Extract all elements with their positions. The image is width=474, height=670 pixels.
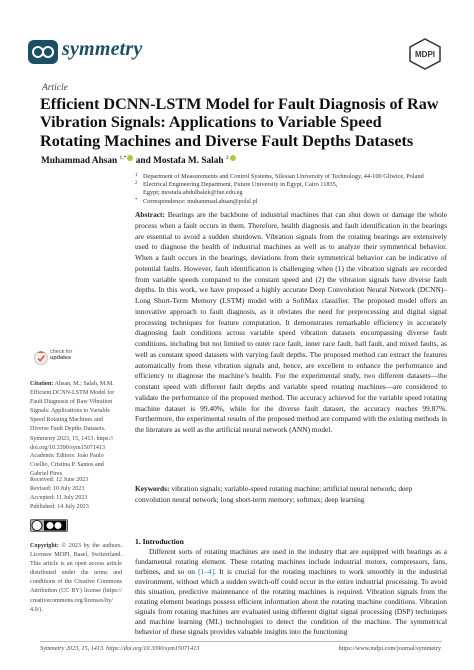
abstract-text: Bearings are the backbone of industrial machines that can shut down or damage the whole process when a fault occurs in them. Therefore, health diagnosis and fault identification in the bearings are essential to avoid a sudden shutdown. Vibration signals from the rotating bearings are extensively used to diagnose the health of industrial machines as well as to analyze their symmetrical behavior. When a fault occurs in the bearings, deviations from their symmetrical behavior can be indicative of potential faults. However, fault identification is challenging when (1) the vibration signals are recorded from variable speeds compared to the constant speed and (2) the vibration signals have diverse fault depths. In this work, we have proposed a highly accurate Deep Convolution Neural Network (DCNN)–Long Short-Term Memory (LSTM) model with a SoftMax classifier. The proposed model offers an innovative approach to fault diagnosis, as it obviates the need for preprocessing and digital signal processing techniques for feature computation. It demonstrates remarkable efficiency in accurately diagnosing fault conditions across variable speed vibration datasets encompassing diverse fault conditions, including but not limited to outer race fault, inner race fault, ball fault, and mixed faults, as well as constant speed datasets with varying fault depths. The proposed method can extract the features automatically from these vibration signals and, hence, are excellent to enhance the performance and efficiency to diagnose the machine’s health. For the experimental study, two different datasets—the constant speed with different fault depths and variable speed rotating machines—are considered to validate the performance of the proposed method. The accuracy achieved for the variable speed rotating machine dataset is 99.40%, while for the diverse fault dataset, the accuracy reaches 99.87%. Furthermore, the experimental results of the proposed method are compared with the existing methods in the literature as well as the artificial neural network (ANN) model. (135, 210, 447, 434)
affiliation-number: 2 (135, 181, 138, 186)
abstract-label: Abstract: (135, 210, 165, 219)
reference-link[interactable]: [1–4] (198, 566, 215, 576)
author-2-affiliation: 2 (225, 155, 229, 161)
affiliation-2 (135, 181, 455, 196)
article-type: Article (42, 83, 68, 93)
citation-block (30, 380, 122, 453)
correspondence (135, 198, 455, 206)
footer-citation[interactable]: Symmetry 2023, 15, 1413. https://doi.org/10.3390/sym15071413 (40, 645, 200, 652)
mdpi-logo-text: MDPI (415, 50, 435, 59)
citation-text: Ahsan, M.; Salah, M.M. Efficient DCNN-LSTM Model for Fault Diagnosis of Raw Vibration Signals: Applications to Variable Speed Rotating Machines and Diverse Fault Depths Datasets. Symmetry 2023, 15, 1413. https:// doi.org/10.3390/sym15071413 (30, 381, 115, 451)
copyright-label: Copyright: (30, 543, 59, 549)
journal-name[interactable]: symmetry (62, 38, 143, 60)
intro-text-part2: . It is crucial for the rotating machines to work smoothly in the industrial environment, without which a sudden switch-off could occur in the entire industrial processing. To avoid this situation, predictive maintenance of the rotating machines is required. Vibration signals from the rotating element bearings possess efficient information about the rotating machine conditions. Vibration signals from rotating machines are evaluated using different digital signal processing (DSP) techniques and machine learning (ML) technologies to detect the condition of the machine. The symmetrical behavior of these signals provides valuable insights into the functioning (135, 566, 447, 636)
orcid-icon[interactable] (230, 155, 236, 161)
copyright-block (30, 542, 122, 615)
check-updates-icon (34, 350, 48, 366)
paper-title: Efficient DCNN-LSTM Model for Fault Diagnosis of Raw Vibration Signals: Applications to Variable Speed Rotating Machines and Diverse Fault Depths Datasets (40, 95, 439, 150)
introduction-text (135, 547, 447, 637)
keywords-label: Keywords: (135, 484, 170, 493)
citation-label: Citation: (30, 381, 54, 387)
author-list (41, 155, 236, 166)
date-received: Received: 12 June 2023 (30, 477, 89, 483)
copyright-text: © 2023 by the authors. Licensee MDPI, Basel, Switzerland. This article is an open access article distributed under the terms and conditions of the Creative Commons Attribution (CC BY) license (https:// creativecommons.org/licenses/by/ 4.0/). (30, 543, 122, 613)
publication-dates (30, 476, 122, 512)
check-for-updates-badge[interactable] (28, 346, 88, 376)
intro-text-part1: Different sorts of rotating machines are used in the industry that are equipped with bearings as a fundamental rotating element. These rotating machines include industrial motors, compressors, fans, turbines, and so on (135, 547, 447, 576)
affiliation-text: Department of Measurements and Control Systems, Silesian University of Technology, 44-100 Gliwice, Poland (143, 173, 424, 180)
check-updates-line2: updates (50, 355, 72, 362)
check-updates-line1: check for (50, 349, 73, 355)
date-published: Published: 14 July 2023 (30, 504, 89, 511)
author-2[interactable]: Mostafa M. Salah (153, 156, 224, 167)
affiliation-number: 1 (135, 173, 138, 178)
mdpi-logo-icon[interactable] (408, 38, 442, 70)
cc-by-license-icon[interactable] (30, 519, 68, 532)
keywords-text: vibration signals; variable-speed rotating machine; artificial neural network; deep convolution neural network; long short-term memory; softmax; deep learning (135, 484, 413, 504)
section-title-introduction: 1. Introduction (135, 537, 184, 546)
author-conjunction: and (135, 156, 151, 167)
author-1-affiliation: 1,* (119, 155, 127, 161)
date-accepted: Accepted: 11 July 2023 (30, 495, 88, 502)
symmetry-logo-icon (28, 40, 58, 64)
correspondence-text: Correspondence: muhammad.ahsan@polsl.pl (143, 198, 258, 205)
academic-editors: Academic Editors: João Paulo Coelho, Cristina P. Santos and Gabriel Pires (30, 453, 104, 478)
footer-divider (40, 641, 442, 642)
author-1[interactable]: Muhammad Ahsan (41, 156, 118, 167)
affiliation-number: * (135, 198, 138, 203)
affiliation-text: Electrical Engineering Department, Future University in Egypt, Cairo 11835, Egypt; mostafa.abdulhalek@fue.edu.eg (143, 181, 338, 196)
date-revised: Revised: 10 July 2023 (30, 486, 85, 493)
abstract (135, 210, 447, 436)
keywords (135, 484, 447, 506)
affiliation-1 (135, 173, 455, 181)
footer-journal-url[interactable]: https://www.mdpi.com/journal/symmetry (338, 645, 441, 652)
orcid-icon[interactable] (127, 155, 133, 161)
